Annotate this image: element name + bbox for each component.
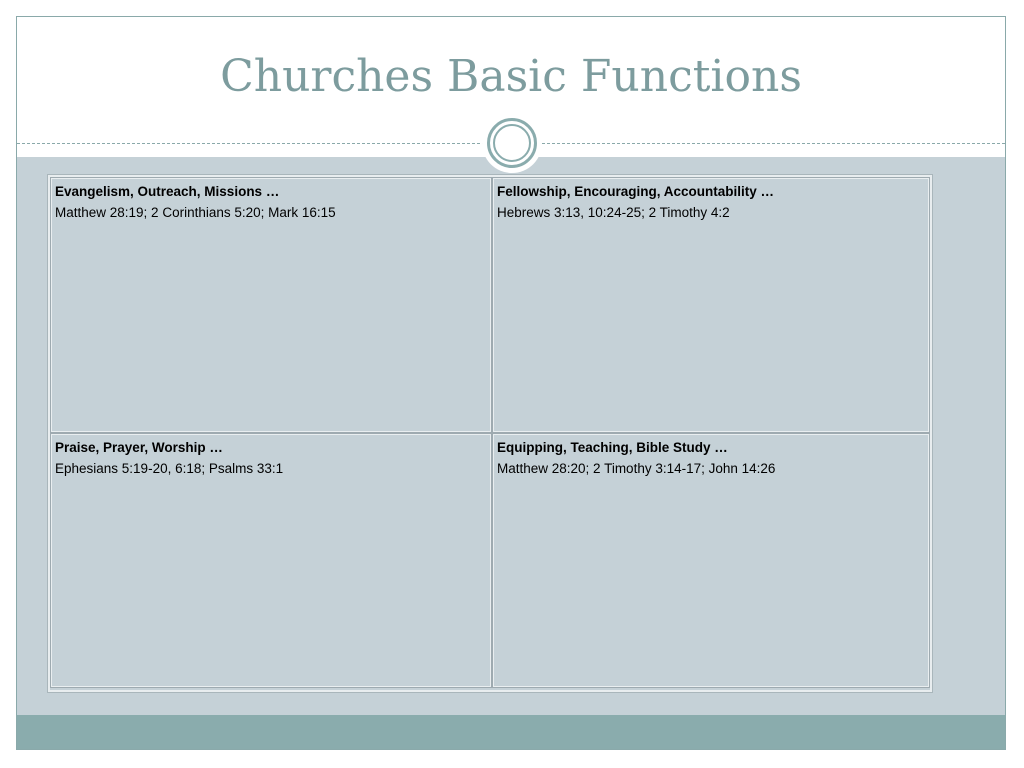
footer-bar — [17, 715, 1005, 749]
cell-references: Ephesians 5:19-20, 6:18; Psalms 33:1 — [55, 461, 284, 476]
circle-ornament-inner-icon — [493, 124, 531, 162]
cell-heading: Praise, Prayer, Worship … — [55, 440, 223, 455]
table-cell-fellowship[interactable] — [492, 177, 930, 433]
cell-heading: Fellowship, Encouraging, Accountability … — [497, 184, 775, 199]
table-cell-evangelism[interactable] — [50, 177, 492, 433]
cell-heading: Evangelism, Outreach, Missions … — [55, 184, 280, 199]
cell-heading: Equipping, Teaching, Bible Study … — [497, 440, 728, 455]
functions-table — [48, 175, 932, 692]
cell-references: Matthew 28:20; 2 Timothy 3:14-17; John 14:26 — [497, 461, 776, 476]
cell-references: Matthew 28:19; 2 Corinthians 5:20; Mark 16:15 — [55, 205, 336, 220]
cell-references: Hebrews 3:13, 10:24-25; 2 Timothy 4:2 — [497, 205, 730, 220]
table-cell-praise[interactable] — [50, 433, 492, 688]
slide-title: Churches Basic Functions — [220, 51, 802, 102]
table-cell-equipping[interactable] — [492, 433, 930, 688]
